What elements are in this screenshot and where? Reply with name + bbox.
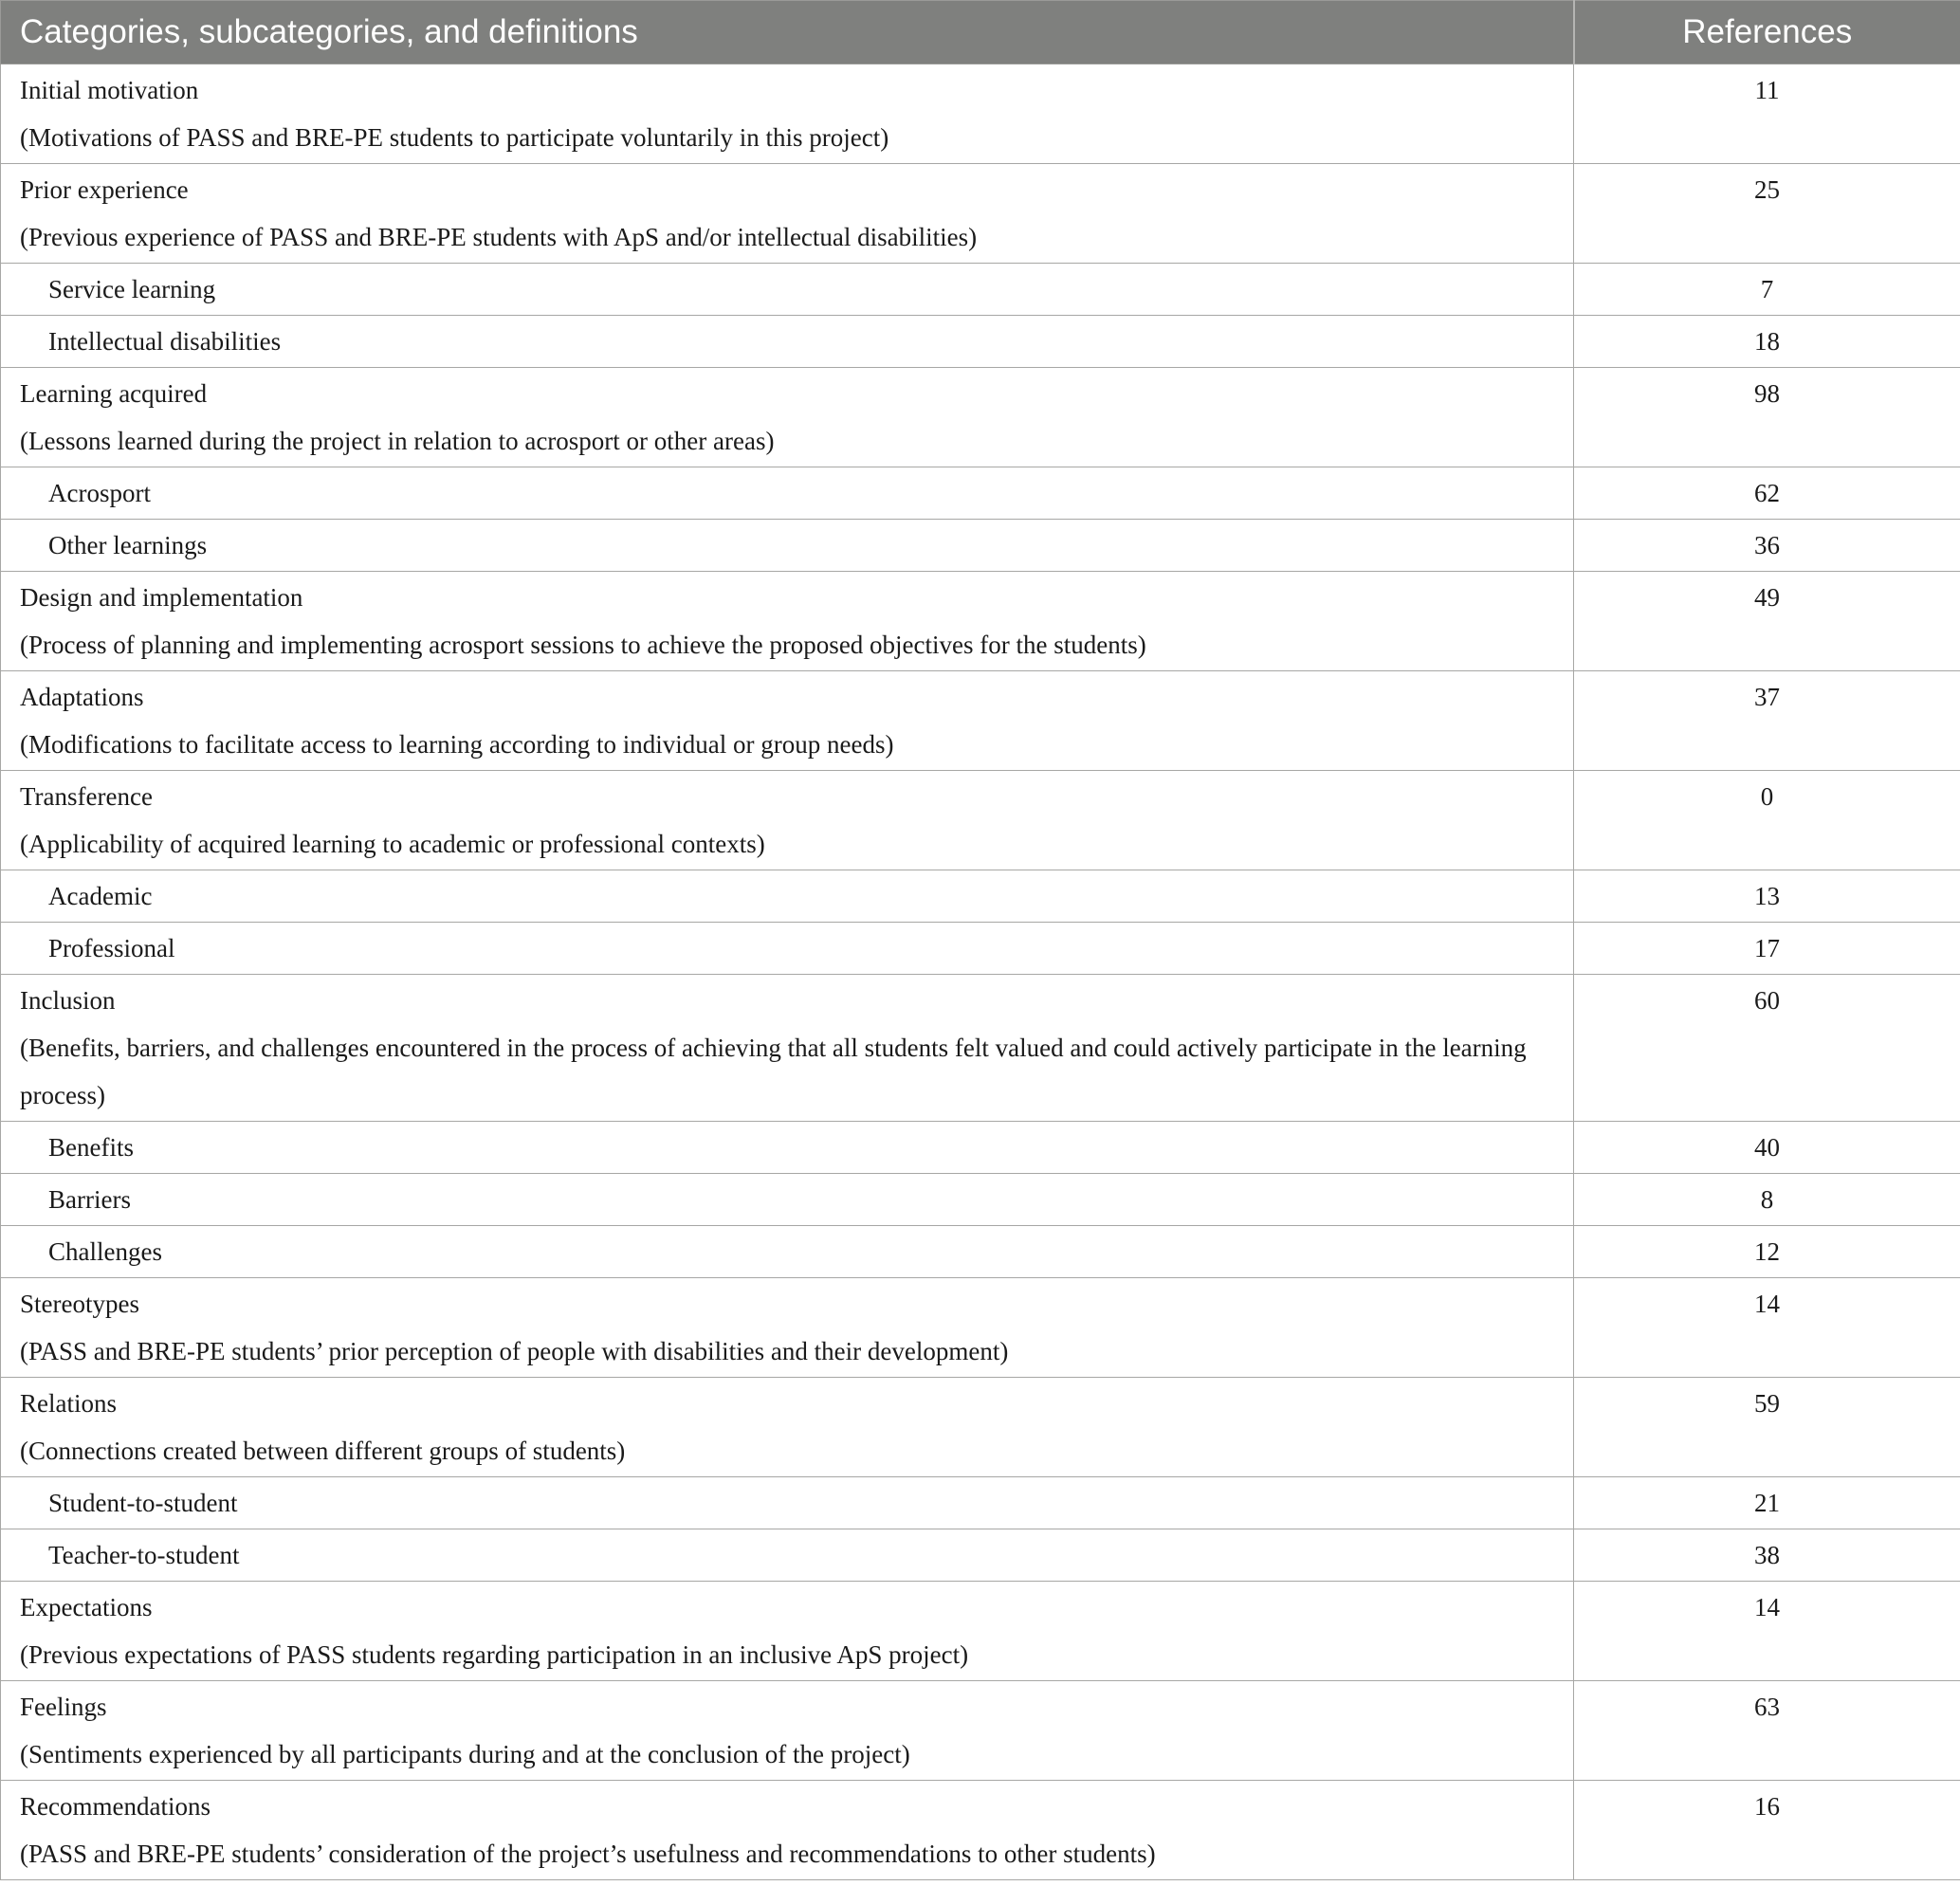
- label-cell: [1, 671, 1574, 771]
- references-count: 37: [1574, 671, 1960, 771]
- references-count: 21: [1574, 1477, 1960, 1529]
- label-cell: [1, 264, 1574, 316]
- category-definition: (Benefits, barriers, and challenges encountered in the process of achieving that all students felt valued and could actively participate in the learning process): [20, 1034, 1527, 1109]
- category-definition: (Connections created between different groups of students): [20, 1437, 626, 1465]
- category-row: [1, 1681, 1960, 1781]
- references-count: 11: [1574, 64, 1960, 164]
- category-row: [1, 1781, 1960, 1880]
- category-row: [1, 671, 1960, 771]
- references-count: 62: [1574, 467, 1960, 520]
- subcategory-row: [1, 1226, 1960, 1278]
- category-name: Stereotypes: [20, 1290, 139, 1318]
- label-cell: [1, 1477, 1574, 1529]
- subcategory-name: Academic: [48, 882, 153, 910]
- subcategory-name: Challenges: [48, 1237, 162, 1266]
- references-count: 40: [1574, 1122, 1960, 1174]
- category-definition: (Process of planning and implementing acrosport sessions to achieve the proposed objectives for the students): [20, 631, 1146, 659]
- label-cell: [1, 1681, 1574, 1781]
- category-name: Expectations: [20, 1593, 153, 1621]
- category-definition: (Applicability of acquired learning to academic or professional contexts): [20, 830, 765, 858]
- label-cell: [1, 923, 1574, 975]
- category-row: [1, 164, 1960, 264]
- subcategory-row: [1, 870, 1960, 923]
- category-definition: (PASS and BRE-PE students’ consideration of the project’s usefulness and recommendations to other students): [20, 1840, 1156, 1868]
- subcategory-row: [1, 1477, 1960, 1529]
- references-count: 25: [1574, 164, 1960, 264]
- label-cell: [1, 1174, 1574, 1226]
- subcategory-row: [1, 467, 1960, 520]
- category-definition: (Lessons learned during the project in relation to acrosport or other areas): [20, 427, 775, 455]
- subcategory-row: [1, 520, 1960, 572]
- category-name: Prior experience: [20, 175, 189, 204]
- category-name: Learning acquired: [20, 379, 208, 408]
- label-cell: [1, 316, 1574, 368]
- header-row: [1, 1, 1960, 64]
- category-row: [1, 975, 1960, 1122]
- category-definition: (PASS and BRE-PE students’ prior perception of people with disabilities and their development): [20, 1337, 1009, 1365]
- category-definition: (Previous expectations of PASS students regarding participation in an inclusive ApS project): [20, 1640, 969, 1669]
- subcategory-name: Barriers: [48, 1185, 131, 1214]
- table-body: [1, 64, 1960, 1880]
- label-cell: [1, 164, 1574, 264]
- references-count: 17: [1574, 923, 1960, 975]
- references-count: 49: [1574, 572, 1960, 671]
- category-row: [1, 572, 1960, 671]
- label-cell: [1, 1582, 1574, 1681]
- references-count: 59: [1574, 1378, 1960, 1477]
- subcategory-name: Teacher-to-student: [48, 1541, 240, 1569]
- subcategory-name: Benefits: [48, 1133, 134, 1162]
- label-cell: [1, 771, 1574, 870]
- references-count: 0: [1574, 771, 1960, 870]
- references-count: 98: [1574, 368, 1960, 467]
- references-count: 14: [1574, 1582, 1960, 1681]
- label-cell: [1, 1278, 1574, 1378]
- category-row: [1, 1378, 1960, 1477]
- references-count: 63: [1574, 1681, 1960, 1781]
- category-definition: (Motivations of PASS and BRE-PE students to participate voluntarily in this project): [20, 123, 889, 152]
- references-count: 13: [1574, 870, 1960, 923]
- references-count: 16: [1574, 1781, 1960, 1880]
- references-count: 12: [1574, 1226, 1960, 1278]
- references-count: 14: [1574, 1278, 1960, 1378]
- header-references: References: [1574, 1, 1960, 64]
- references-count: 36: [1574, 520, 1960, 572]
- category-name: Feelings: [20, 1693, 107, 1721]
- label-cell: [1, 64, 1574, 164]
- subcategory-row: [1, 264, 1960, 316]
- subcategory-row: [1, 1174, 1960, 1226]
- label-cell: [1, 975, 1574, 1122]
- category-name: Relations: [20, 1389, 117, 1418]
- category-definition: (Previous experience of PASS and BRE-PE students with ApS and/or intellectual disabilities): [20, 223, 978, 251]
- category-definition: (Sentiments experienced by all participants during and at the conclusion of the project): [20, 1740, 910, 1768]
- label-cell: [1, 1226, 1574, 1278]
- table-header: [1, 1, 1960, 64]
- category-name: Recommendations: [20, 1792, 211, 1821]
- label-cell: [1, 1781, 1574, 1880]
- label-cell: [1, 1378, 1574, 1477]
- label-cell: [1, 870, 1574, 923]
- subcategory-row: [1, 316, 1960, 368]
- label-cell: [1, 368, 1574, 467]
- category-name: Design and implementation: [20, 583, 303, 612]
- subcategory-name: Other learnings: [48, 531, 208, 559]
- category-row: [1, 1582, 1960, 1681]
- subcategory-row: [1, 1529, 1960, 1582]
- references-count: 18: [1574, 316, 1960, 368]
- label-cell: [1, 520, 1574, 572]
- category-row: [1, 368, 1960, 467]
- category-name: Initial motivation: [20, 76, 199, 104]
- category-name: Adaptations: [20, 683, 144, 711]
- subcategory-name: Intellectual disabilities: [48, 327, 282, 356]
- label-cell: [1, 467, 1574, 520]
- references-count: 38: [1574, 1529, 1960, 1582]
- category-name: Inclusion: [20, 986, 116, 1015]
- subcategory-name: Service learning: [48, 275, 216, 303]
- label-cell: [1, 1529, 1574, 1582]
- subcategory-row: [1, 1122, 1960, 1174]
- category-name: Transference: [20, 782, 153, 811]
- subcategory-name: Acrosport: [48, 479, 151, 507]
- subcategory-name: Student-to-student: [48, 1489, 238, 1517]
- references-count: 8: [1574, 1174, 1960, 1226]
- references-count: 7: [1574, 264, 1960, 316]
- header-categories: Categories, subcategories, and definitions: [1, 1, 1574, 64]
- subcategory-name: Professional: [48, 934, 175, 962]
- category-row: [1, 64, 1960, 164]
- label-cell: [1, 1122, 1574, 1174]
- subcategory-row: [1, 923, 1960, 975]
- category-definition: (Modifications to facilitate access to learning according to individual or group needs): [20, 730, 894, 759]
- category-row: [1, 771, 1960, 870]
- references-count: 60: [1574, 975, 1960, 1122]
- label-cell: [1, 572, 1574, 671]
- category-row: [1, 1278, 1960, 1378]
